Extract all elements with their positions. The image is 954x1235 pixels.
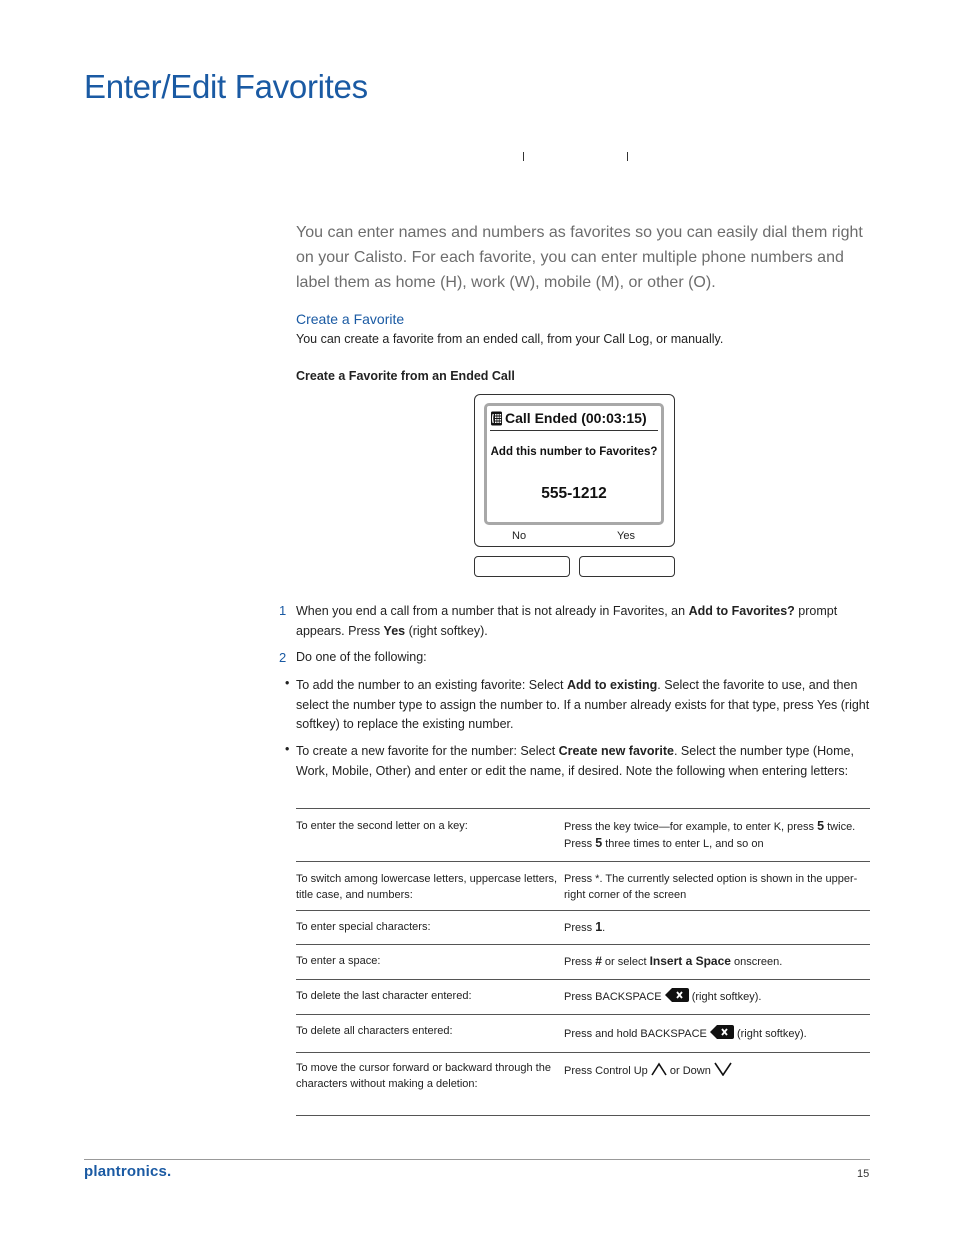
letter-entry-table xyxy=(296,808,870,1116)
left-softkey-label: No xyxy=(512,530,527,542)
up-arrow-icon xyxy=(651,1062,667,1076)
left-softkey-button[interactable] xyxy=(474,556,570,577)
table-cell-instruction: Press # or select Insert a Space onscreen. xyxy=(564,954,783,968)
intro-paragraph: You can enter names and numbers as favorites so you can easily dial them right on your Calisto. For each favorite, you can enter multiple phone numbers and label them as home (H), work (W), mobile (M), or other (O). xyxy=(296,224,863,291)
screen-title-row xyxy=(490,410,647,426)
phone-screen xyxy=(484,403,664,525)
table-cell-instruction: Press Control Up or Down xyxy=(564,1053,870,1116)
bullet-text: To create a new favorite for the number: Select Create new favorite. Select the number type (Home, Work, Mobile, Other) and enter or edit the name, if desired. Note the following when entering letters: xyxy=(296,744,854,778)
table-row xyxy=(296,862,870,911)
page-number: 15 xyxy=(857,1168,870,1180)
table-cell-action: To delete the last character entered: xyxy=(296,990,472,1002)
table-cell-instruction: Press the key twice—for example, to enter K, press 5 twice. Press 5 three times to enter L, and so on xyxy=(564,819,856,850)
table-cell-instruction: Press and hold BACKSPACE (right softkey). xyxy=(564,1015,870,1053)
table-cell-action: To delete all characters entered: xyxy=(296,1025,453,1037)
screen-title-text: Call Ended (00:03:15) xyxy=(505,410,647,426)
section-heading: Create a Favorite xyxy=(296,311,405,327)
page-title: Enter/Edit Favorites xyxy=(84,68,368,105)
table-row xyxy=(296,1015,870,1053)
bullet-marker: • xyxy=(285,742,290,756)
screen-prompt: Add this number to Favorites? xyxy=(490,446,658,458)
left-softkey-connector xyxy=(523,152,524,161)
step-text: Do one of the following: xyxy=(296,650,427,664)
right-softkey-connector xyxy=(627,152,628,161)
phone-book-icon xyxy=(490,411,503,426)
plantronics-logo: plantronics. xyxy=(84,1163,172,1180)
screen-number: 555-1212 xyxy=(541,485,607,502)
table-row xyxy=(296,911,870,945)
footer-divider xyxy=(84,1159,870,1160)
section-text: You can create a favorite from an ended call, from your Call Log, or manually. xyxy=(296,332,724,346)
bullet-marker: • xyxy=(285,676,290,690)
table-row xyxy=(296,945,870,980)
right-softkey-label: Yes xyxy=(617,530,635,542)
table-row xyxy=(296,1053,870,1116)
table-cell-action: To switch among lowercase letters, uppercase letters, title case, and numbers: xyxy=(296,873,558,901)
table-row xyxy=(296,980,870,1015)
phone-display-diagram xyxy=(474,394,675,547)
subheading: Create a Favorite from an Ended Call xyxy=(296,369,515,383)
down-arrow-icon xyxy=(714,1062,732,1076)
table-cell-instruction: Press BACKSPACE (right softkey). xyxy=(564,980,870,1015)
backspace-icon xyxy=(665,988,689,1002)
backspace-icon xyxy=(710,1025,734,1039)
step-text: When you end a call from a number that is not already in Favorites, an Add to Favorites? prompt appears. Press Yes (right softkey). xyxy=(296,604,838,638)
step-number: 1 xyxy=(279,603,287,618)
table-cell-action: To enter the second letter on a key: xyxy=(296,820,468,832)
table-cell-action: To enter special characters: xyxy=(296,921,431,933)
table-row xyxy=(296,809,870,862)
bullet-text: To add the number to an existing favorite: Select Add to existing. Select the favorite to use, and then select the number type to assign the number to. If a number already exists for that type, press Yes (right softkey) to replace the existing number. xyxy=(296,678,870,731)
table-cell-action: To move the cursor forward or backward through the characters without making a deletion: xyxy=(296,1062,551,1090)
step-number: 2 xyxy=(279,650,287,665)
screen-divider xyxy=(490,430,658,431)
table-cell-action: To enter a space: xyxy=(296,955,381,967)
table-cell-instruction: Press *. The currently selected option is shown in the upper-right corner of the screen xyxy=(564,873,858,901)
right-softkey-button[interactable] xyxy=(579,556,675,577)
table-cell-instruction: Press 1. xyxy=(564,920,606,934)
